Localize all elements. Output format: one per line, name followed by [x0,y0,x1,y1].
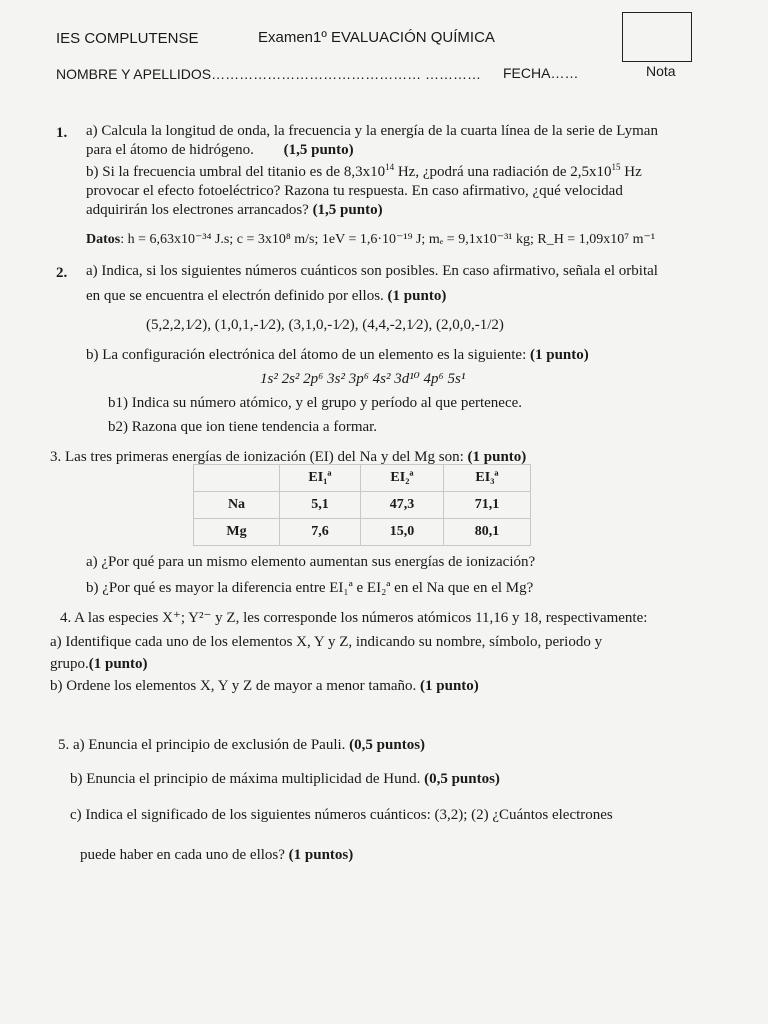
name-field-label: NOMBRE Y APELLIDOS……………………………………… ………… [56,66,481,82]
q5-a [58,736,425,755]
table-header-cell: EI₃ª [444,465,531,492]
grade-box [622,12,692,62]
q3-b: b) ¿Por qué es mayor la diferencia entre EI₁ª e EI₂ª en el Na que en el Mg? [86,580,534,596]
table-cell: 71,1 [444,492,531,519]
q5-c-line-1: c) Indica el significado de los siguientes números cuánticos: (3,2); (2) ¿Cuántos electrones [70,807,613,823]
q1-a-text: para el átomo de hidrógeno. [86,142,254,158]
q2-a-line-1: a) Indica, si los siguientes números cuánticos son posibles. En caso afirmativo, señala el orbital [86,263,658,279]
table-cell: 7,6 [280,519,361,546]
data-label: Datos [86,232,121,247]
table-cell: Na [194,492,280,519]
q1-b-line-1 [86,163,642,182]
q3-points: (1 punto) [467,449,527,465]
exponent: 14 [385,162,395,172]
q5-b-points: (0,5 puntos) [424,771,500,787]
q3-intro-text: 3. Las tres primeras energías de ionización (EI) del Na y del Mg son: [50,449,464,465]
q2-b-points: (1 punto) [530,347,589,363]
table-cell: 47,3 [361,492,444,519]
q1-a-line-1: a) Calcula la longitud de onda, la frecuencia y la energía de la cuarta línea de la serie de Lyman [86,123,658,139]
grade-label: Nota [646,63,676,79]
q1-b-text-post: Hz [620,164,642,180]
q2-b2: b2) Razona que ion tiene tendencia a formar. [108,419,378,435]
q1-a-points: (1,5 punto) [283,142,354,158]
q4-a-line-2 [50,655,148,674]
q5-b-text: b) Enuncia el principio de máxima multiplicidad de Hund. [70,771,421,787]
table-cell: 15,0 [361,519,444,546]
q5-a-points: (0,5 puntos) [349,737,426,753]
q1-b-points: (1,5 punto) [312,202,383,218]
school-name: IES COMPLUTENSE [56,30,199,47]
question-number: 1. [56,125,68,141]
table-header-cell: EI₁ª [280,465,361,492]
q2-b-line [86,346,589,365]
q5-c-line-2 [80,846,353,865]
table-row [194,519,531,546]
q1-b-line-3 [86,201,383,220]
q1-data-line [86,230,655,249]
q5-c-text: puede haber en cada uno de ellos? [80,847,285,863]
table-header-row [194,465,531,492]
table-row [194,492,531,519]
electron-configuration: 1s² 2s² 2p⁶ 3s² 3p⁶ 4s² 3d¹⁰ 4p⁶ 5s¹ [260,371,466,387]
table-cell: 80,1 [444,519,531,546]
q2-a-line-2 [86,287,446,306]
q1-b-text-mid: Hz, ¿podrá una radiación de 2,5x10 [394,164,612,180]
q2-a-text: en que se encuentra el electrón definido por ellos. [86,288,384,304]
q1-b-text: adquirirán los electrones arrancados? [86,202,309,218]
q3-a: a) ¿Por qué para un mismo elemento aumentan sus energías de ionización? [86,554,536,570]
table-header-cell: EI₂ª [361,465,444,492]
quantum-number-sets: (5,2,2,1⁄2), (1,0,1,-1⁄2), (3,1,0,-1⁄2), (4,4,-2,1⁄2), (2,0,0,-1/2) [146,317,504,333]
exam-title: Examen1º EVALUACIÓN QUÍMICA [258,29,495,46]
exponent: 15 [611,162,621,172]
q5-a-text: 5. a) Enuncia el principio de exclusión de Pauli. [58,737,346,753]
q4-a-points: (1 punto) [88,656,148,672]
question-number: 2. [56,265,68,281]
data-text: : h = 6,63x10⁻³⁴ J.s; c = 3x10⁸ m/s; 1eV = 1,6·10⁻¹⁹ J; mₑ = 9,1x10⁻³¹ kg; R_H = 1,09x10⁷ m⁻¹ [120,232,656,247]
table-header-cell [194,465,280,492]
q2-b-text: b) La configuración electrónica del átomo de un elemento es la siguiente: [86,347,527,363]
table-cell: 5,1 [280,492,361,519]
q1-a-line-2 [86,141,354,160]
q1-b-line-2: provocar el efecto fotoeléctrico? Razona tu respuesta. En caso afirmativo, ¿qué velocidad [86,183,623,199]
q4-intro: 4. A las especies X⁺; Y²⁻ y Z, les corresponde los números atómicos 11,16 y 18, respectivamente: [60,610,648,626]
q2-a-points: (1 punto) [387,288,447,304]
q4-a-text: grupo. [50,656,89,672]
q2-b1: b1) Indica su número atómico, y el grupo y período al que pertenece. [108,395,523,411]
q5-b [70,770,500,789]
q4-b-text: b) Ordene los elementos X, Y y Z de mayor a menor tamaño. [50,678,417,694]
q4-b [50,677,479,696]
q1-b-text-pre: b) Si la frecuencia umbral del titanio es de 8,3x10 [86,164,386,180]
q4-b-points: (1 punto) [420,678,479,694]
table-cell: Mg [194,519,280,546]
date-field-label: FECHA…… [503,65,579,81]
q5-c-points: (1 puntos) [288,847,354,863]
ionization-energy-table [193,464,531,546]
q4-a-line-1: a) Identifique cada uno de los elementos X, Y y Z, indicando su nombre, símbolo, periodo y [50,634,603,650]
